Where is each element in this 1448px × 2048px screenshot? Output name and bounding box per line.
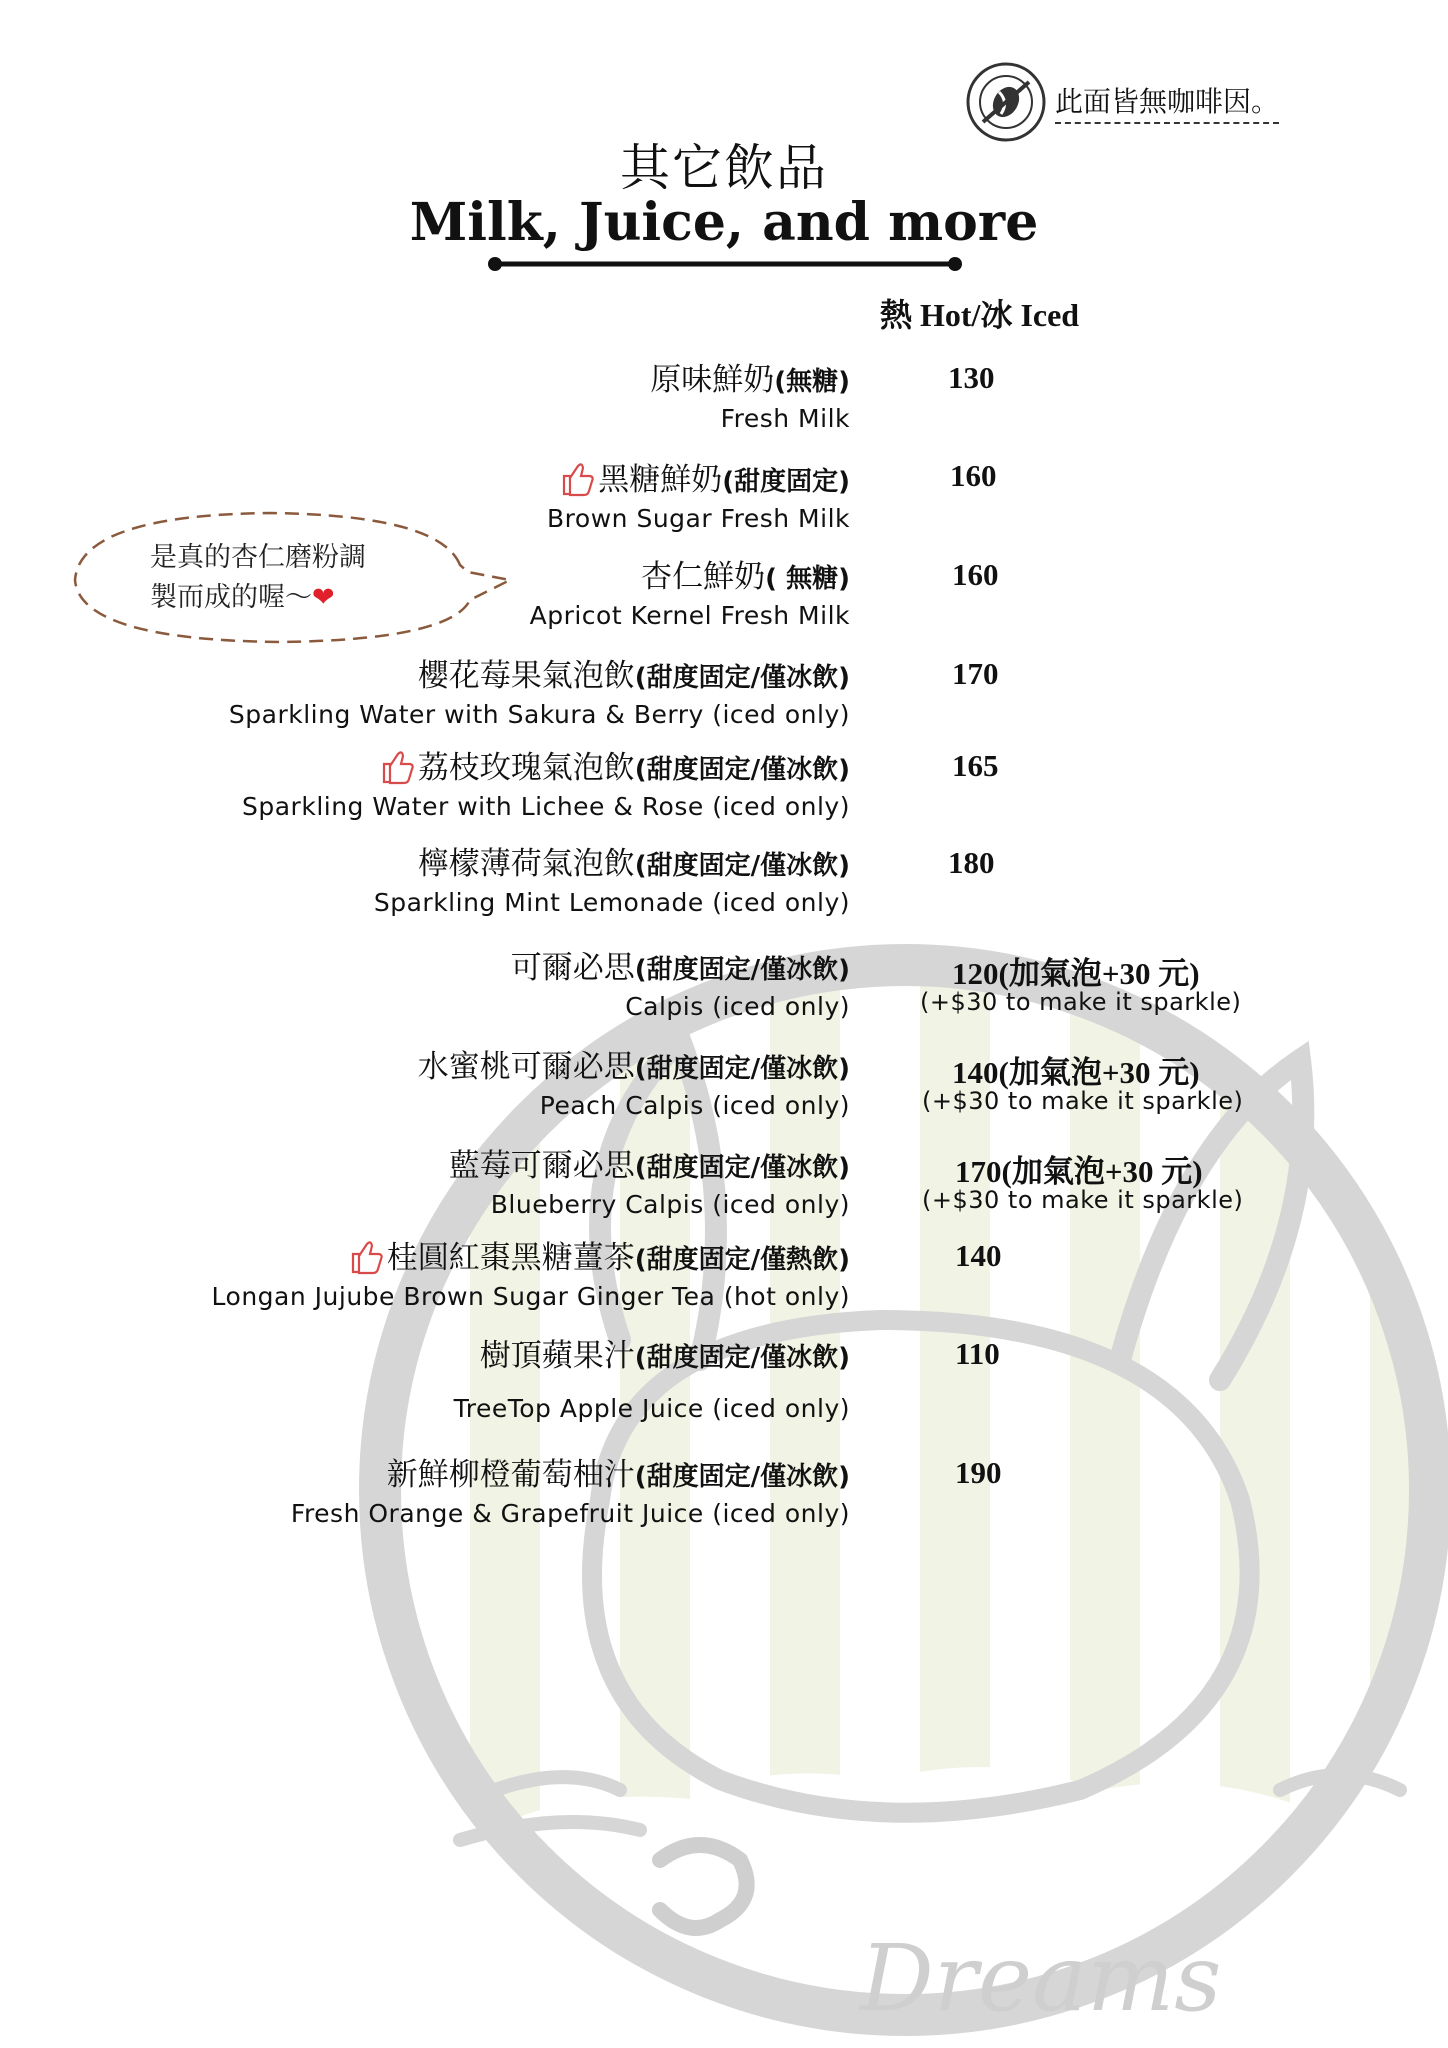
thumbs-up-icon xyxy=(345,1236,385,1276)
item-name-zh: 荔枝玫瑰氣泡飲 xyxy=(417,750,635,786)
item-price: 140 xyxy=(955,1238,1002,1273)
item-price: 140(加氣泡+30 元) xyxy=(952,1055,1200,1090)
item-note: (甜度固定/僅冰飲) xyxy=(634,955,850,985)
menu-item-orange-grapefruit xyxy=(291,1455,850,1531)
menu-item-apricot-milk xyxy=(530,557,850,633)
price-column-header: 熱 Hot/冰 Iced xyxy=(880,297,1080,333)
thumbs-up-icon xyxy=(376,746,416,786)
item-price: 170 xyxy=(952,656,999,691)
item-name-en: Brown Sugar Fresh Milk xyxy=(547,504,850,533)
item-name-zh: 水蜜桃可爾必思 xyxy=(417,1049,635,1085)
item-note: (甜度固定/僅冰飲) xyxy=(634,1343,850,1373)
item-name-en: Peach Calpis (iced only) xyxy=(539,1091,850,1120)
item-note: (甜度固定) xyxy=(722,467,850,497)
item-price: 120(加氣泡+30 元) xyxy=(952,956,1200,991)
item-name-zh: 桂圓紅棗黑糖薑茶 xyxy=(386,1240,635,1276)
item-name-zh: 原味鮮奶 xyxy=(650,362,775,398)
thumbs-up-icon xyxy=(556,458,596,498)
item-note: (甜度固定/僅冰飲) xyxy=(634,755,850,785)
item-name-zh: 黑糖鮮奶 xyxy=(598,462,723,498)
heart-icon: ❤ xyxy=(312,582,335,613)
item-name-zh: 杏仁鮮奶 xyxy=(641,559,766,595)
item-price: 110 xyxy=(955,1336,1000,1371)
item-name-zh: 檸檬薄荷氣泡飲 xyxy=(417,846,635,882)
note-bubble-text xyxy=(150,538,366,618)
item-name-zh: 櫻花莓果氣泡飲 xyxy=(417,658,635,694)
menu-item-lichee-sparkling xyxy=(242,746,850,824)
item-price: 170(加氣泡+30 元) xyxy=(955,1154,1203,1189)
item-note: (無糖) xyxy=(774,367,850,397)
menu-item-brown-sugar-milk xyxy=(547,458,850,536)
page-title-zh: 其它飲品 xyxy=(620,139,828,197)
item-name-en: Longan Jujube Brown Sugar Ginger Tea (hot only) xyxy=(211,1282,850,1311)
item-name-en: Sparkling Water with Sakura & Berry (iced only) xyxy=(228,700,850,729)
item-name-zh: 樹頂蘋果汁 xyxy=(479,1338,635,1374)
menu-item-apple-juice xyxy=(454,1336,850,1426)
menu-item-fresh-milk xyxy=(650,360,850,436)
page-title-en: Milk, Juice, and more xyxy=(409,192,1039,253)
item-name-en: Sparkling Mint Lemonade (iced only) xyxy=(373,888,850,917)
item-note: (甜度固定/僅冰飲) xyxy=(634,1462,850,1492)
item-name-en: Blueberry Calpis (iced only) xyxy=(490,1190,850,1219)
item-name-en: Apricot Kernel Fresh Milk xyxy=(529,601,850,630)
item-price: 165 xyxy=(952,748,999,783)
caffeine-free-note: 此面皆無咖啡因。 xyxy=(1055,80,1279,124)
item-note: ( 無糖) xyxy=(765,564,850,594)
item-price: 160 xyxy=(950,458,997,493)
item-price: 160 xyxy=(952,557,999,592)
item-name-en: Fresh Milk xyxy=(720,404,850,433)
menu-item-sakura-sparkling xyxy=(229,656,850,732)
item-name-en: Sparkling Water with Lichee & Rose (iced only) xyxy=(242,792,850,821)
menu-item-mint-lemonade xyxy=(374,844,850,920)
item-price-note: (+$30 to make it sparkle) xyxy=(920,988,1242,1016)
item-note: (甜度固定/僅冰飲) xyxy=(634,663,850,693)
item-name-zh: 新鮮柳橙葡萄柚汁 xyxy=(386,1457,635,1493)
note-line-1: 是真的杏仁磨粉調 xyxy=(150,542,366,573)
item-note: (甜度固定/僅冰飲) xyxy=(634,1153,850,1183)
item-price: 130 xyxy=(948,360,995,395)
item-price: 180 xyxy=(948,845,995,880)
item-note: (甜度固定/僅冰飲) xyxy=(634,1054,850,1084)
note-line-2: 製而成的喔～ xyxy=(150,582,312,613)
item-note: (甜度固定/僅冰飲) xyxy=(634,851,850,881)
title-underline xyxy=(485,254,965,274)
item-name-zh: 可爾必思 xyxy=(510,950,635,986)
menu-item-ginger-tea xyxy=(212,1236,850,1314)
item-name-en: Fresh Orange & Grapefruit Juice (iced only) xyxy=(290,1499,850,1528)
watermark-text: Dreams xyxy=(860,1925,1222,2032)
item-name-zh: 藍莓可爾必思 xyxy=(448,1148,635,1184)
item-price-note: (+$30 to make it sparkle) xyxy=(922,1087,1244,1115)
menu-item-peach-calpis xyxy=(418,1047,850,1123)
item-price: 190 xyxy=(955,1455,1002,1490)
item-name-en: TreeTop Apple Juice (iced only) xyxy=(453,1394,850,1423)
menu-item-blueberry-calpis xyxy=(449,1146,850,1222)
item-name-en: Calpis (iced only) xyxy=(625,992,850,1021)
menu-item-calpis xyxy=(511,948,850,1024)
item-note: (甜度固定/僅熱飲) xyxy=(634,1245,850,1275)
item-price-note: (+$30 to make it sparkle) xyxy=(922,1186,1244,1214)
